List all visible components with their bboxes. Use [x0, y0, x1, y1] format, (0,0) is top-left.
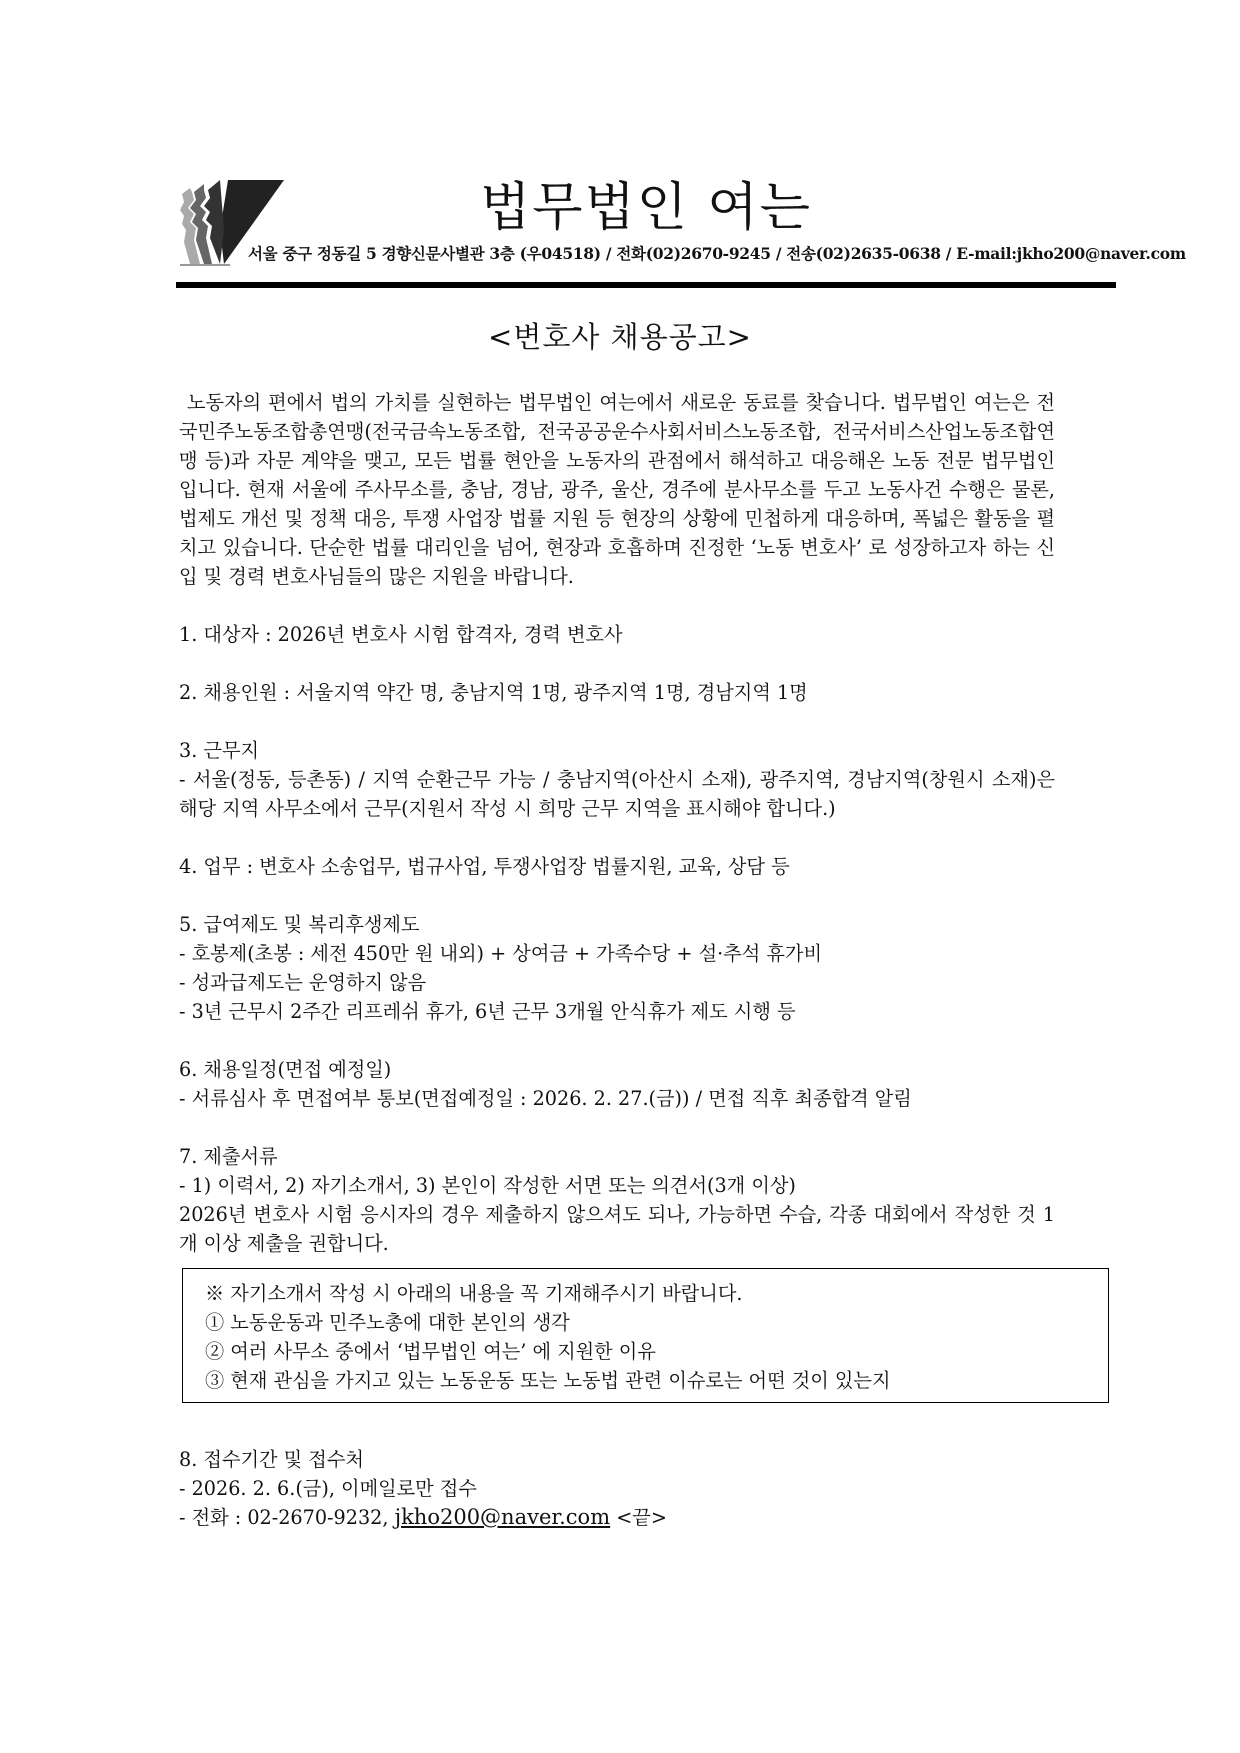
cover-letter-notice-box [182, 1268, 1109, 1403]
section-8-contact [179, 1503, 1055, 1532]
section-7-title: 7. 제출서류 [179, 1145, 278, 1168]
section-1-text: 1. 대상자 : 2026년 변호사 시험 합격자, 경력 변호사 [179, 623, 623, 646]
firm-address: 서울 중구 정동길 5 경향신문사별관 3층 (우04518) / 전화(02)2670-9245 / 전송(02)2635-0638 / E-mail:jkho200@naver.com [248, 244, 1186, 263]
section-5-title: 5. 급여제도 및 복리후생제도 [179, 913, 420, 936]
phone-text: - 전화 : 02-2670-9232, [179, 1506, 395, 1529]
email-link[interactable]: jkho200@naver.com [394, 1505, 611, 1529]
notice-item: ③ 현재 관심을 가지고 있는 노동운동 또는 노동법 관련 이슈로는 어떤 것이 있는지 [205, 1369, 891, 1392]
section-3-body: - 서울(정동, 등촌동) / 지역 순환근무 가능 / 충남지역(아산시 소재), 광주지역, 경남지역(창원시 소재)은 해당 지역 사무소에서 근무(지원서 작성 시 희망 근무 지역을 표시해야 합니다.) [179, 768, 1055, 820]
section-6 [179, 1055, 1055, 1113]
end-mark: <끝> [610, 1506, 667, 1529]
section-1 [179, 620, 1055, 649]
section-2 [179, 678, 1055, 707]
section-7-item: - 1) 이력서, 2) 자기소개서, 3) 본인이 작성한 서면 또는 의견서(3개 이상) [179, 1174, 796, 1197]
section-8-title: 8. 접수기간 및 접수처 [179, 1448, 364, 1471]
intro-paragraph: 노동자의 편에서 법의 가치를 실현하는 법무법인 여는에서 새로운 동료를 찾습니다. 법무법인 여는은 전국민주노동조합총연맹(전국금속노동조합, 전국공공운수사회서비스노동조합, 전국서비스산업노동조합연맹 등)과 자문 계약을 맺고, 모든 법률 현안을 노동자의 관점에서 해석하고 대응해온 노동 전문 법무법인입니다. 현재 서울에 주사무소를, 충남, 경남, 광주, 울산, 경주에 분사무소를 두고 노동사건 수행은 물론, 법제도 개선 및 정책 대응, 투쟁 사업장 법률 지원 등 현장의 상황에 민첩하게 대응하며, 폭넓은 활동을 펼치고 있습니다. 단순한 법률 대리인을 넘어, 현장과 호흡하며 진정한 ‘노동 변호사’ 로 성장하고자 하는 신입 및 경력 변호사님들의 많은 지원을 바랍니다. [179, 391, 1055, 588]
notice-item: ② 여러 사무소 중에서 ‘법무법인 여는’ 에 지원한 이유 [205, 1340, 656, 1363]
section-4-text: 4. 업무 : 변호사 소송업무, 법규사업, 투쟁사업장 법률지원, 교육, 상담 등 [179, 855, 790, 878]
notice-item: ① 노동운동과 민주노총에 대한 본인의 생각 [205, 1311, 570, 1334]
firm-name: 법무법인 여는 [480, 178, 812, 238]
section-7-note: 2026년 변호사 시험 응시자의 경우 제출하지 않으셔도 되나, 가능하면 수습, 각종 대회에서 작성한 것 1개 이상 제출을 권합니다. [179, 1203, 1055, 1255]
document-body [179, 388, 1055, 1258]
section-6-title: 6. 채용일정(면접 예정일) [179, 1058, 392, 1081]
header-divider [176, 282, 1116, 288]
section-3-title: 3. 근무지 [179, 739, 260, 762]
section-8-item: - 2026. 2. 6.(금), 이메일로만 접수 [179, 1477, 477, 1500]
section-7 [179, 1142, 1055, 1258]
section-3 [179, 736, 1055, 823]
logo-base-line [180, 264, 230, 266]
list-item: - 호봉제(초봉 : 세전 450만 원 내외) + 상여금 + 가족수당 + 설·추석 휴가비 [179, 942, 823, 965]
document-title: <변호사 채용공고> [488, 320, 752, 354]
list-item: - 3년 근무시 2주간 리프레쉬 휴가, 6년 근무 3개월 안식휴가 제도 시행 등 [179, 1000, 796, 1023]
section-2-text: 2. 채용인원 : 서울지역 약간 명, 충남지역 1명, 광주지역 1명, 경남지역 1명 [179, 681, 808, 704]
section-8 [179, 1445, 1055, 1532]
section-5 [179, 910, 1055, 1026]
notice-lead: ※ 자기소개서 작성 시 아래의 내용을 꼭 기재해주시기 바랍니다. [205, 1282, 743, 1305]
section-6-body: - 서류심사 후 면접여부 통보(면접예정일 : 2026. 2. 27.(금)) / 면접 직후 최종합격 알림 [179, 1087, 912, 1110]
list-item: - 성과급제도는 운영하지 않음 [179, 971, 427, 994]
section-4 [179, 852, 1055, 881]
